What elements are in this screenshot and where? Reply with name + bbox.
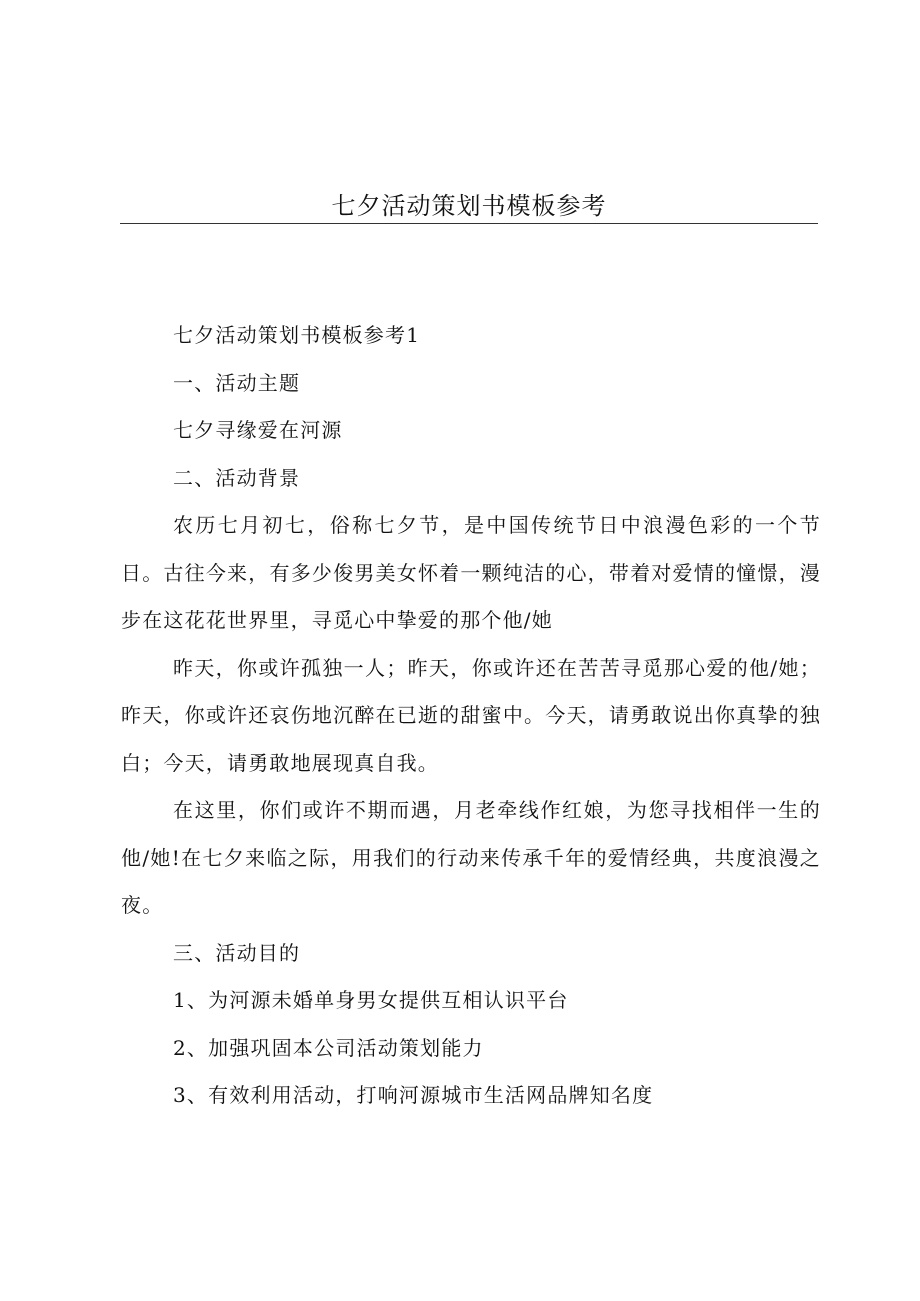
- goal-item-2: 2、加强巩固本公司活动策划能力: [173, 1035, 484, 1060]
- heading-activity-purpose: 三、活动目的: [173, 940, 301, 965]
- document-title: 七夕活动策划书模板参考: [331, 192, 607, 220]
- section-subtitle: 七夕活动策划书模板参考1: [173, 323, 421, 347]
- goal-item-3: 3、有效利用活动，打响河源城市生活网品牌知名度: [173, 1083, 654, 1107]
- title-underline: [120, 223, 818, 224]
- heading-activity-theme: 一、活动主题: [173, 370, 301, 395]
- goal-item-1: 1、为河源未婚单身男女提供互相认识平台: [173, 988, 569, 1012]
- background-paragraph-3: 在这里，你们或许不期而遇，月老牵线作红娘，为您寻找相伴一生的他/她!在七夕来临之际，用我们的行动来传承千年的爱情经典，共度浪漫之夜。: [121, 798, 821, 917]
- activity-theme-text: 七夕寻缘爱在河源: [173, 418, 343, 442]
- heading-activity-background: 二、活动背景: [173, 465, 301, 490]
- document-body: [121, 312, 821, 1120]
- background-paragraph-2: 昨天，你或许孤独一人；昨天，你或许还在苦苦寻觅那心爱的他/她；昨天，你或许还哀伤地沉醉在已逝的甜蜜中。今天，请勇敢说出你真挚的独白；今天，请勇敢地展现真自我。: [121, 655, 821, 775]
- background-paragraph-1: 农历七月初七，俗称七夕节，是中国传统节日中浪漫色彩的一个节日。古往今来，有多少俊男美女怀着一颗纯洁的心，带着对爱情的憧憬，漫步在这花花世界里，寻觅心中挚爱的那个他/她: [121, 513, 821, 632]
